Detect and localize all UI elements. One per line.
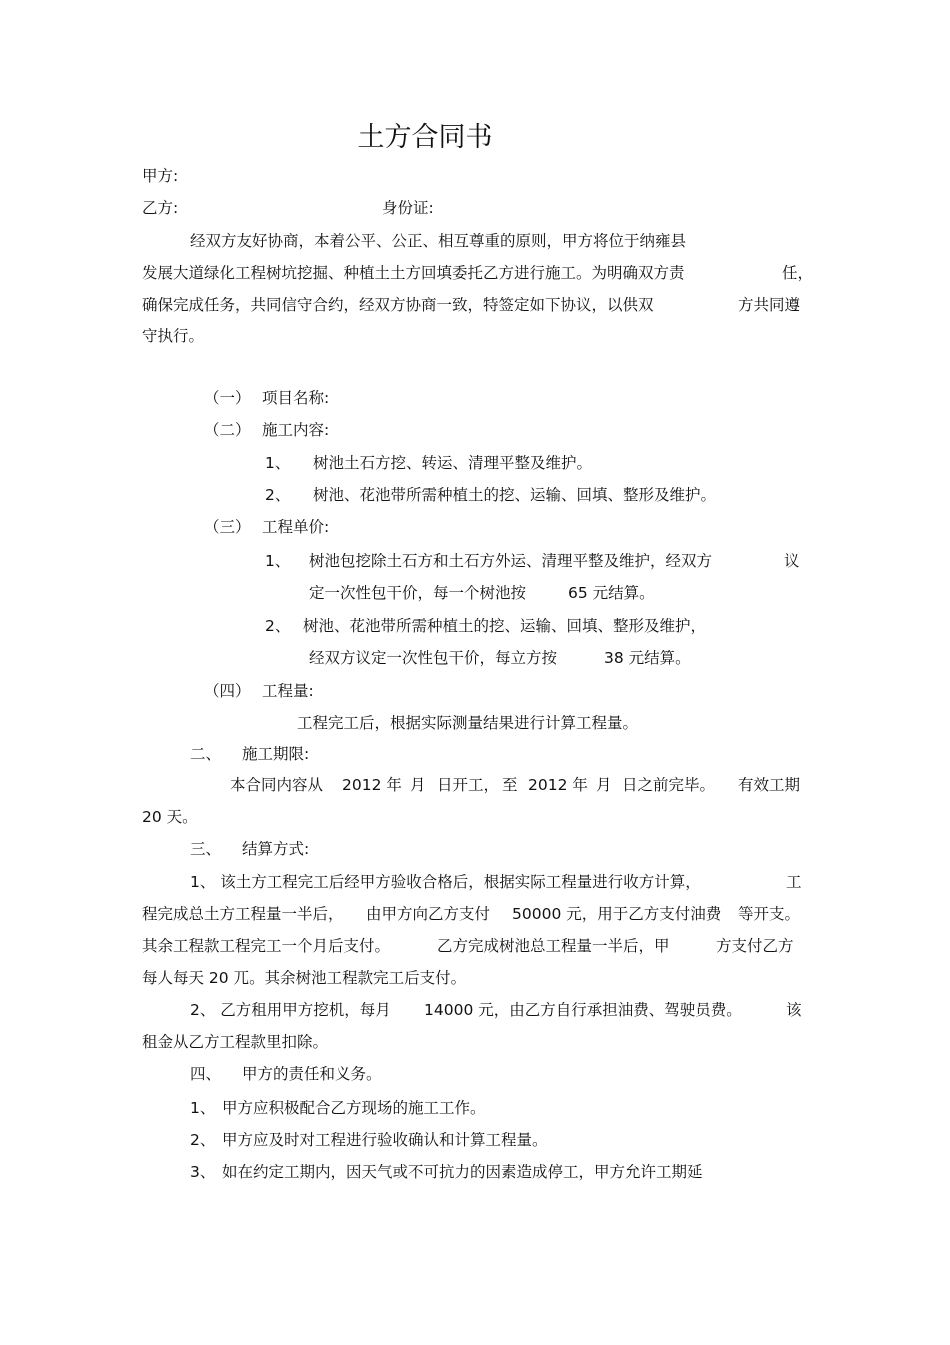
sec3-p1-line-4: 每人每天 20 兀。其余树池工程款完工后支付。: [142, 969, 467, 987]
s3-number: （三）: [204, 518, 251, 536]
party-b-label: 乙方:: [142, 199, 179, 217]
sec2-year-1: 2012 年: [342, 776, 402, 794]
s3-item-1-number: 1、: [265, 552, 291, 570]
sec3-p1-line-2b: 由甲方向乙方支付: [366, 905, 491, 923]
sec4-number: 四、: [190, 1065, 222, 1083]
sec2-label: 施工期限:: [242, 745, 310, 763]
party-a-label: 甲方:: [142, 167, 179, 185]
s2-item-1-text: 树池土石方挖、转运、清理平整及维护。: [313, 454, 593, 472]
sec4-item-1-text: 甲方应积极配合乙方现场的施工工作。: [222, 1099, 486, 1117]
s3-item-1-line-2b: 65 元结算。: [568, 584, 655, 602]
s1-number: （一）: [204, 389, 251, 407]
sec3-p2-line-1a: 2、 乙方租用甲方挖机，每月: [190, 1001, 391, 1019]
sec3-p2-line-1b: 14000 元，由乙方自行承担油费、驾驶员费。: [424, 1001, 742, 1019]
sec3-p1-line-2c: 50000 元，用于乙方支付油费: [512, 905, 722, 923]
sec4-item-1-number: 1、: [190, 1099, 216, 1117]
s3-item-1-line-1: 树池包挖除土石方和土石方外运、清理平整及维护，经双方: [309, 552, 713, 570]
sec4-item-3-text: 如在约定工期内，因天气或不可抗力的因素造成停工，甲方允许工期延: [222, 1163, 703, 1181]
s3-item-1-line-2a: 定一次性包干价，每一个树池按: [309, 584, 527, 602]
sec3-p1-line-3c: 方支付乙方: [716, 937, 794, 955]
sec3-p1-line-3a: 其余工程款工程完工一个月后支付。: [142, 937, 391, 955]
sec2-effective: 有效工期: [738, 776, 801, 794]
sec4-item-2-number: 2、: [190, 1131, 216, 1149]
intro-line-1: 经双方友好协商，本着公平、公正、相互尊重的原则，甲方将位于纳雍县: [190, 232, 687, 250]
sec4-item-3-number: 3、: [190, 1163, 216, 1181]
intro-line-3: 确保完成任务，共同信守合约，经双方协商一致，特签定如下协议，以供双: [142, 296, 654, 314]
sec2-month-1: 月: [410, 776, 426, 794]
sec3-p2-line-1-tail: 该: [786, 1001, 802, 1019]
sec2-days: 20 天。: [142, 808, 198, 826]
sec3-number: 三、: [190, 840, 222, 858]
sec2-month-2: 月: [596, 776, 612, 794]
s3-item-2-number: 2、: [265, 617, 291, 635]
s4-number: （四）: [204, 682, 251, 700]
s4-text: 工程完工后，根据实际测量结果进行计算工程量。: [297, 714, 639, 732]
s4-label: 工程量:: [262, 682, 314, 700]
sec3-p1-line-2d: 等开支。: [738, 905, 801, 923]
id-card-label: 身份证:: [382, 199, 434, 217]
s3-item-2-line-2b: 38 元结算。: [604, 649, 691, 667]
s3-item-2-line-1: 树池、花池带所需种植土的挖、运输、回填、整形及维护，: [303, 617, 707, 635]
sec4-label: 甲方的责任和义务。: [242, 1065, 382, 1083]
s2-label: 施工内容:: [262, 421, 330, 439]
s2-number: （二）: [204, 421, 251, 439]
sec3-p1-line-2a: 程完成总土方工程量一半后，: [142, 905, 344, 923]
s3-item-1-line-1-tail: 议: [784, 552, 800, 570]
sec2-number: 二、: [190, 745, 222, 763]
intro-line-4: 守执行。: [142, 327, 205, 345]
sec3-p2-line-2: 租金从乙方工程款里扣除。: [142, 1033, 329, 1051]
sec3-p1-line-3b: 乙方完成树池总工程量一半后，甲: [437, 937, 670, 955]
sec2-year-2: 2012 年: [528, 776, 588, 794]
sec4-item-2-text: 甲方应及时对工程进行验收确认和计算工程量。: [222, 1131, 548, 1149]
sec3-p1-line-1: 1、 该土方工程完工后经甲方验收合格后，根据实际工程量进行收方计算，: [190, 873, 701, 891]
s3-item-2-line-2a: 经双方议定一次性包干价，每立方按: [309, 649, 558, 667]
s2-item-1-number: 1、: [265, 454, 291, 472]
page-title: 土方合同书: [357, 122, 493, 153]
s3-label: 工程单价:: [262, 518, 330, 536]
sec3-p1-line-1-tail: 工: [786, 873, 802, 891]
sec2-day-2: 日之前完毕。: [622, 776, 716, 794]
sec3-label: 结算方式:: [242, 840, 310, 858]
s2-item-2-number: 2、: [265, 486, 291, 504]
sec2-to: 至: [502, 776, 518, 794]
intro-line-2-tail: 任，: [782, 264, 814, 282]
sec2-day-1: 日开工，: [437, 776, 500, 794]
s1-label: 项目名称:: [262, 389, 330, 407]
sec2-text-a: 本合同内容从: [230, 776, 324, 794]
intro-line-2: 发展大道绿化工程树坑挖掘、种植土土方回填委托乙方进行施工。为明确双方责: [142, 264, 685, 282]
s2-item-2-text: 树池、花池带所需种植土的挖、运输、回填、整形及维护。: [313, 486, 717, 504]
intro-line-3-tail: 方共同遵: [738, 296, 801, 314]
